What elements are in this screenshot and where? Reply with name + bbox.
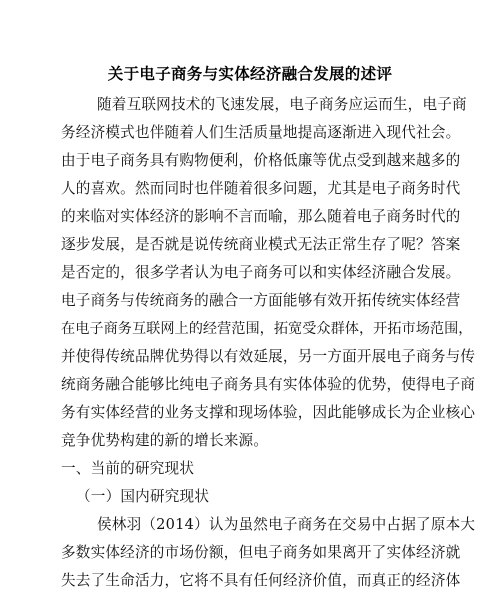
section-heading: 一、当前的研究现状 xyxy=(61,460,195,477)
paragraph-line: 侯林羽（2014）认为虽然电子商务在交易中占据了原本大 xyxy=(97,516,476,533)
paragraph-line: 是否定的，很多学者认为电子商务可以和实体经济融合发展。 xyxy=(61,264,461,281)
paragraph-line: 由于电子商务具有购物便利，价格低廉等优点受到越来越多的 xyxy=(61,152,461,169)
paragraph-line: 人的喜欢。然而同时也伴随着很多问题，尤其是电子商务时代 xyxy=(61,180,461,197)
paragraph-line: 务有实体经营的业务支撑和现场体验，因此能够成长为企业核心 xyxy=(61,404,476,421)
paragraph-line: 竞争优势构建的新的增长来源。 xyxy=(61,432,269,449)
paragraph-line: 随着互联网技术的飞速发展，电子商务应运而生，电子商 xyxy=(97,96,467,113)
paragraph-line: 在电子商务互联网上的经营范围，拓宽受众群体，开拓市场范围， xyxy=(61,321,473,337)
paragraph-line: 并使得传统品牌优势得以有效延展，另一方面开展电子商务与传 xyxy=(61,348,476,365)
subsection-heading: （一）国内研究现状 xyxy=(76,488,210,505)
document-title: 关于电子商务与实体经济融合发展的述评 xyxy=(107,65,393,83)
paragraph-line: 逐步发展，是否就是说传统商业模式无法正常生存了呢？答案 xyxy=(61,236,461,253)
paragraph-line: 电子商务与传统商务的融合一方面能够有效开拓传统实体经营 xyxy=(61,292,461,309)
paragraph-line: 统商务融合能够比纯电子商务具有实体体验的优势，使得电子商 xyxy=(61,376,476,393)
paragraph-line: 务经济模式也伴随着人们生活质量地提高逐渐进入现代社会。 xyxy=(61,124,461,141)
paragraph-line: 多数实体经济的市场份额，但电子商务如果离开了实体经济就 xyxy=(61,544,461,561)
paragraph-line: 的来临对实体经济的影响不言而喻，那么随着电子商务时代的 xyxy=(61,208,461,225)
paragraph-line: 失去了生命活力，它将不具有任何经济价值，而真正的经济体 xyxy=(61,572,461,589)
